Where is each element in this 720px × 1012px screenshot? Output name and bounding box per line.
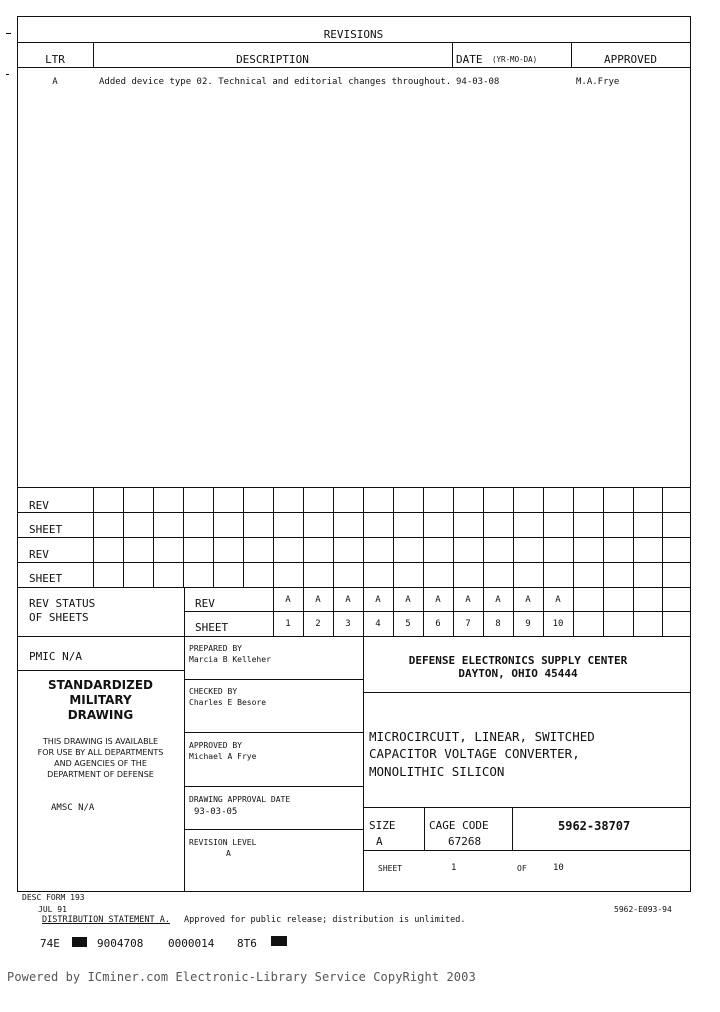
sheet-number: 1 [451,863,457,873]
rev-status-rev-cell: A [495,595,501,605]
of-label: OF [517,864,527,873]
rev-status-sheet-label: SHEET [195,621,229,634]
barcode-block [271,936,287,946]
std-title-2: MILITARY [69,693,132,707]
rev-status-sheet-cell: 9 [525,619,531,629]
rev-date: 94-03-08 [456,77,500,87]
std-title-3: DRAWING [67,708,134,722]
rev-status-sheet-cell: 2 [315,619,321,629]
approval-date: 93-03-05 [194,807,238,817]
sheet-label: SHEET [378,864,403,873]
barcode-number: 9004708 [97,937,144,950]
frame-bottom [17,891,690,892]
availability-2: FOR USE BY ALL DEPARTMENTS [37,748,164,757]
drawing-title-3: MONOLITHIC SILICON [369,764,505,779]
rev-status-sheet-cell: 10 [552,619,564,629]
rev-status-rev-cell: A [435,595,441,605]
rev-status-rev-cell: A [345,595,351,605]
rev-status-rev-cell: A [405,595,411,605]
col-header-approved: APPROVED [604,53,657,66]
availability-3: AND AGENCIES OF THE [54,759,147,768]
checked-name: Charles E Besore [189,698,267,707]
rev-status-rev-cell: A [525,595,531,605]
agency-name: DEFENSE ELECTRONICS SUPPLY CENTER [408,654,628,667]
rev-label-1: REV [29,499,49,512]
barcode-suffix: 8T6 [237,937,257,950]
cage-label: CAGE CODE [429,819,489,832]
margin-mark [6,74,9,75]
rev-status-title-2: OF SHEETS [29,611,89,624]
size-label: SIZE [369,819,396,832]
rev-approved: M.A.Frye [576,77,620,87]
approval-date-label: DRAWING APPROVAL DATE [189,795,291,804]
col-header-date: DATE [456,53,483,66]
margin-mark [6,33,11,34]
drawing-title-2: CAPACITOR VOLTAGE CONVERTER, [369,746,580,761]
rev-status-sheet-cell: 1 [285,619,291,629]
barcode-prefix: 74E [40,937,60,950]
prepared-label: PREPARED BY [189,644,242,653]
powered-by-watermark: Powered by ICminer.com Electronic-Library Service CopyRight 2003 [7,970,476,984]
pmic-label: PMIC N/A [29,650,82,663]
availability-1: THIS DRAWING IS AVAILABLE [42,737,159,746]
rev-status-sheet-cell: 7 [465,619,471,629]
approved-label: APPROVED BY [189,741,242,750]
sheet-label-1: SHEET [29,523,63,536]
prepared-name: Marcia B Kelleher [189,655,271,664]
footer-code: 5962-E093-94 [614,905,672,914]
col-header-ltr: LTR [45,53,65,66]
form-number: DESC FORM 193 [22,893,85,902]
rev-status-title: REV STATUS [29,597,96,610]
drawing-title-1: MICROCIRCUIT, LINEAR, SWITCHED [369,729,595,744]
rev-status-sheet-cell: 4 [375,619,381,629]
rev-label-2: REV [29,548,49,561]
barcode-number-2: 0000014 [168,937,215,950]
revisions-title: REVISIONS [323,28,384,41]
revision-level: A [226,849,231,858]
rev-status-rev-cell: A [315,595,321,605]
distribution-label: DISTRIBUTION STATEMENT A. [42,915,170,925]
size-value: A [376,835,383,848]
col-header-date-format: (YR-MO-DA) [492,55,538,64]
approved-name: Michael A Frye [189,752,257,761]
cage-value: 67268 [448,835,482,848]
sheet-total: 10 [553,863,564,873]
revision-level-label: REVISION LEVEL [189,838,257,847]
std-title-1: STANDARDIZED [48,678,153,692]
rev-status-rev-cell: A [285,595,291,605]
amsc-label: AMSC N/A [51,803,95,813]
rev-status-rev-cell: A [465,595,471,605]
rev-status-rev-cell: A [555,595,561,605]
sheet-label-2: SHEET [29,572,63,585]
checked-label: CHECKED BY [189,687,238,696]
rev-status-sheet-cell: 6 [435,619,441,629]
rev-status-rev-cell: A [375,595,381,605]
barcode-block [72,937,87,947]
frame-top [17,16,690,17]
document-number: 5962-38707 [558,819,631,833]
rev-description: Added device type 02. Technical and editorial changes throughout. [99,77,452,87]
form-date: JUL 91 [38,905,67,914]
rev-status-sheet-cell: 5 [405,619,411,629]
availability-4: DEPARTMENT OF DEFENSE [47,770,154,779]
rev-ltr: A [52,77,58,87]
agency-address: DAYTON, OHIO 45444 [458,667,578,680]
distribution-text: Approved for public release; distribution is unlimited. [184,915,466,925]
col-header-description: DESCRIPTION [236,53,309,66]
rev-status-sheet-cell: 3 [345,619,351,629]
frame-right [690,16,691,892]
rev-status-rev-label: REV [195,597,215,610]
rev-status-sheet-cell: 8 [495,619,501,629]
